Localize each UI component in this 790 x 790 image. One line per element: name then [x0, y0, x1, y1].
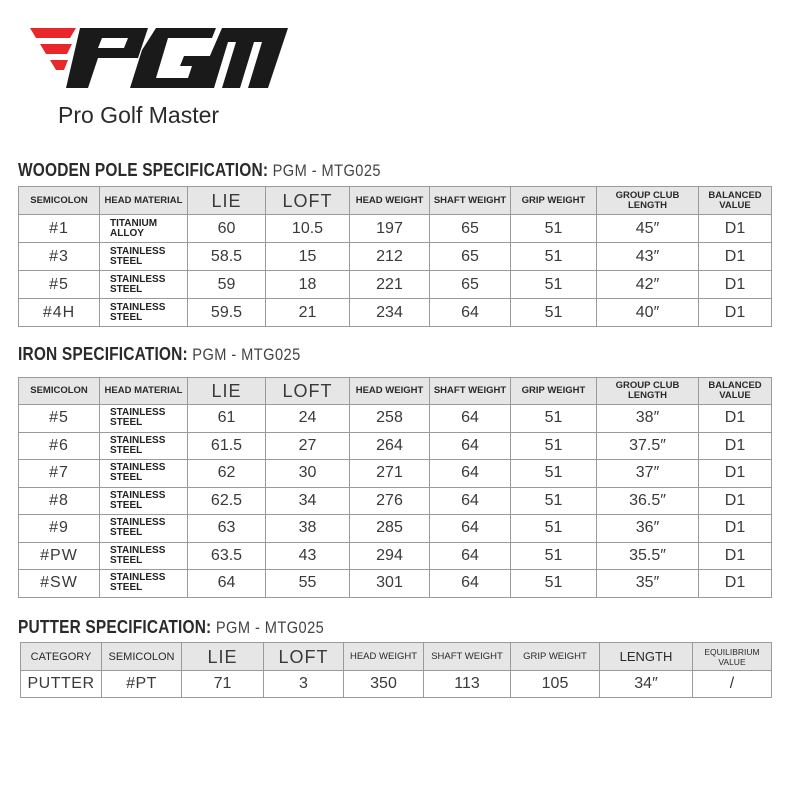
value-cell: D1 [699, 542, 772, 570]
value-cell: 51 [511, 271, 597, 299]
wood-title: WOODEN POLE SPECIFICATION: [18, 160, 269, 180]
club-id-cell: #6 [19, 432, 100, 460]
value-cell: 197 [350, 215, 430, 243]
head-material-cell: STAINLESS STEEL [100, 460, 188, 488]
wood-spec-table [18, 186, 772, 327]
head-material-cell: STAINLESS STEEL [100, 243, 188, 271]
value-cell: 55 [266, 570, 350, 598]
value-cell: D1 [699, 215, 772, 243]
value-cell: 34 [266, 487, 350, 515]
table-row [19, 243, 772, 271]
putter-spec-table [20, 642, 772, 698]
col-length: LENGTH [600, 643, 693, 671]
col-grip-weight: GRIP WEIGHT [511, 187, 597, 215]
col-grip-weight: GRIP WEIGHT [511, 643, 600, 671]
value-cell: 63.5 [188, 542, 266, 570]
head-material-cell: TITANIUM ALLOY [100, 215, 188, 243]
value-cell: 64 [430, 432, 511, 460]
iron-rows [19, 405, 772, 598]
wood-rows [19, 215, 772, 327]
club-id-cell: #9 [19, 515, 100, 543]
col-head-material: HEAD MATERIAL [100, 378, 188, 405]
value-cell: D1 [699, 271, 772, 299]
table-row [19, 432, 772, 460]
col-shaft-weight: SHAFT WEIGHT [424, 643, 511, 671]
brand-subtitle: Pro Golf Master [58, 102, 220, 128]
value-cell: D1 [699, 487, 772, 515]
col-grip-weight: GRIP WEIGHT [511, 378, 597, 405]
club-id-cell: #PW [19, 542, 100, 570]
value-cell: 65 [430, 243, 511, 271]
value-cell: 113 [424, 671, 511, 698]
wood-section-title [18, 160, 381, 181]
value-cell: 43 [266, 542, 350, 570]
value-cell: 234 [350, 299, 430, 327]
col-head-weight: HEAD WEIGHT [350, 187, 430, 215]
head-material-cell: STAINLESS STEEL [100, 542, 188, 570]
value-cell: 51 [511, 432, 597, 460]
wood-model: PGM - MTG025 [272, 161, 381, 180]
value-cell: 21 [266, 299, 350, 327]
value-cell: 212 [350, 243, 430, 271]
club-id-cell: #SW [19, 570, 100, 598]
head-material-cell: STAINLESS STEEL [100, 299, 188, 327]
value-cell: 18 [266, 271, 350, 299]
wood-header-row [19, 187, 772, 215]
putter-title: PUTTER SPECIFICATION: [18, 617, 212, 637]
value-cell: 64 [430, 542, 511, 570]
value-cell: 51 [511, 215, 597, 243]
putter-rows [21, 671, 772, 698]
value-cell: 43″ [597, 243, 699, 271]
table-row [21, 671, 772, 698]
value-cell: 45″ [597, 215, 699, 243]
value-cell: 301 [350, 570, 430, 598]
table-row [19, 271, 772, 299]
value-cell: 64 [430, 460, 511, 488]
value-cell: 65 [430, 271, 511, 299]
col-semicolon: SEMICOLON [19, 378, 100, 405]
col-category: CATEGORY [21, 643, 102, 671]
value-cell: 59 [188, 271, 266, 299]
value-cell: 51 [511, 570, 597, 598]
head-material-cell: STAINLESS STEEL [100, 405, 188, 433]
value-cell: 64 [430, 487, 511, 515]
value-cell: 51 [511, 515, 597, 543]
club-id-cell: #3 [19, 243, 100, 271]
value-cell: 285 [350, 515, 430, 543]
value-cell: 71 [182, 671, 264, 698]
value-cell: D1 [699, 432, 772, 460]
value-cell: 24 [266, 405, 350, 433]
col-loft: LOFT [266, 187, 350, 215]
col-loft: LOFT [266, 378, 350, 405]
value-cell: PUTTER [21, 671, 102, 698]
value-cell: 42″ [597, 271, 699, 299]
value-cell: 10.5 [266, 215, 350, 243]
pgm-logo-icon [30, 22, 290, 102]
value-cell: 105 [511, 671, 600, 698]
value-cell: 51 [511, 243, 597, 271]
value-cell: D1 [699, 299, 772, 327]
col-equilibrium-value: EQUILIBRIUM VALUE [693, 643, 772, 671]
value-cell: 271 [350, 460, 430, 488]
iron-title: IRON SPECIFICATION: [18, 344, 188, 364]
value-cell: #PT [102, 671, 182, 698]
value-cell: 34″ [600, 671, 693, 698]
value-cell: 350 [344, 671, 424, 698]
head-material-cell: STAINLESS STEEL [100, 271, 188, 299]
value-cell: 51 [511, 299, 597, 327]
value-cell: 35.5″ [597, 542, 699, 570]
value-cell: 38 [266, 515, 350, 543]
value-cell: 64 [430, 405, 511, 433]
value-cell: 61 [188, 405, 266, 433]
putter-section-title [18, 617, 324, 638]
col-shaft-weight: SHAFT WEIGHT [430, 378, 511, 405]
value-cell: 15 [266, 243, 350, 271]
value-cell: 3 [264, 671, 344, 698]
value-cell: D1 [699, 460, 772, 488]
putter-section-heading [18, 617, 374, 638]
club-id-cell: #7 [19, 460, 100, 488]
value-cell: 64 [430, 515, 511, 543]
value-cell: 64 [430, 570, 511, 598]
value-cell: 38″ [597, 405, 699, 433]
value-cell: 37″ [597, 460, 699, 488]
head-material-cell: STAINLESS STEEL [100, 487, 188, 515]
value-cell: 264 [350, 432, 430, 460]
value-cell: 36″ [597, 515, 699, 543]
value-cell: D1 [699, 405, 772, 433]
col-head-weight: HEAD WEIGHT [350, 378, 430, 405]
value-cell: 276 [350, 487, 430, 515]
head-material-cell: STAINLESS STEEL [100, 515, 188, 543]
iron-header-row [19, 378, 772, 405]
iron-section-title [18, 344, 301, 365]
col-balanced-value: BALANCED VALUE [699, 378, 772, 405]
value-cell: 58.5 [188, 243, 266, 271]
col-lie: LIE [188, 378, 266, 405]
iron-spec-table [18, 377, 772, 598]
value-cell: 60 [188, 215, 266, 243]
col-lie: LIE [188, 187, 266, 215]
putter-model: PGM - MTG025 [215, 618, 325, 637]
col-loft: LOFT [264, 643, 344, 671]
value-cell: 59.5 [188, 299, 266, 327]
table-row [19, 487, 772, 515]
table-row [19, 515, 772, 543]
value-cell: 62 [188, 460, 266, 488]
value-cell: 61.5 [188, 432, 266, 460]
value-cell: 35″ [597, 570, 699, 598]
club-id-cell: #8 [19, 487, 100, 515]
value-cell: / [693, 671, 772, 698]
col-balanced-value: BALANCED VALUE [699, 187, 772, 215]
value-cell: 36.5″ [597, 487, 699, 515]
club-id-cell: #5 [19, 271, 100, 299]
value-cell: 258 [350, 405, 430, 433]
col-lie: LIE [182, 643, 264, 671]
value-cell: 51 [511, 460, 597, 488]
col-semicolon: SEMICOLON [19, 187, 100, 215]
iron-model: PGM - MTG025 [192, 345, 301, 364]
table-row [19, 215, 772, 243]
value-cell: D1 [699, 570, 772, 598]
club-id-cell: #4H [19, 299, 100, 327]
col-semicolon: SEMICOLON [102, 643, 182, 671]
col-club-length: GROUP CLUB LENGTH [597, 378, 699, 405]
value-cell: 51 [511, 487, 597, 515]
value-cell: 64 [188, 570, 266, 598]
col-club-length: GROUP CLUB LENGTH [597, 187, 699, 215]
brand-logo [30, 22, 290, 132]
value-cell: 64 [430, 299, 511, 327]
value-cell: 40″ [597, 299, 699, 327]
putter-header-row [21, 643, 772, 671]
table-row [19, 299, 772, 327]
value-cell: 63 [188, 515, 266, 543]
value-cell: D1 [699, 243, 772, 271]
col-head-weight: HEAD WEIGHT [344, 643, 424, 671]
head-material-cell: STAINLESS STEEL [100, 570, 188, 598]
iron-section-heading [18, 344, 347, 365]
wood-section-heading [18, 160, 440, 181]
value-cell: 51 [511, 542, 597, 570]
value-cell: 221 [350, 271, 430, 299]
club-id-cell: #5 [19, 405, 100, 433]
table-row [19, 460, 772, 488]
value-cell: 37.5″ [597, 432, 699, 460]
table-row [19, 405, 772, 433]
value-cell: 62.5 [188, 487, 266, 515]
value-cell: 27 [266, 432, 350, 460]
value-cell: 51 [511, 405, 597, 433]
col-head-material: HEAD MATERIAL [100, 187, 188, 215]
table-row [19, 542, 772, 570]
club-id-cell: #1 [19, 215, 100, 243]
table-row [19, 570, 772, 598]
value-cell: 65 [430, 215, 511, 243]
head-material-cell: STAINLESS STEEL [100, 432, 188, 460]
value-cell: 30 [266, 460, 350, 488]
value-cell: D1 [699, 515, 772, 543]
value-cell: 294 [350, 542, 430, 570]
col-shaft-weight: SHAFT WEIGHT [430, 187, 511, 215]
